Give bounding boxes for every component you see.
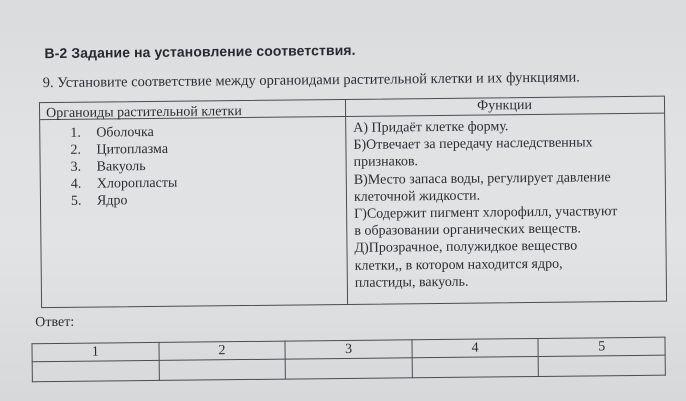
functions-list: [353, 117, 661, 292]
column-divider: [345, 100, 348, 304]
organelle-name: Вакуоль: [96, 159, 146, 175]
answer-value-cell[interactable]: [539, 355, 666, 376]
item-number: 4.: [70, 176, 82, 192]
answer-value-cell[interactable]: [32, 360, 159, 381]
answer-value-cell[interactable]: [159, 359, 286, 380]
organelle-name: Оболочка: [96, 124, 154, 141]
function-line: в образовании органических веществ.: [354, 221, 581, 240]
answer-value-cell[interactable]: [412, 356, 539, 377]
list-item: [71, 192, 178, 210]
list-item: [71, 175, 178, 193]
function-line: Б)Отвечает за передачу наследственных: [353, 135, 593, 154]
answer-value-cell[interactable]: [285, 358, 412, 379]
answer-label: Ответ:: [35, 314, 75, 331]
function-line: В)Место запаса воды, регулирует давление: [353, 169, 611, 188]
answer-number-cell: 1: [32, 342, 159, 361]
task-heading: В-2 Задание на установление соответствия.: [44, 41, 356, 62]
question-text: 9. Установите соответствие между органоидами растительной клетки и их функциями.: [42, 69, 580, 92]
item-number: 1.: [70, 125, 81, 141]
function-line: А) Придаёт клетке форму.: [353, 119, 509, 136]
list-item: [71, 158, 178, 176]
function-line: пластиды, вакуоль.: [354, 274, 469, 291]
organelle-name: Цитоплазма: [96, 141, 169, 158]
organelle-name: Хлоропласты: [96, 175, 178, 192]
function-line: Г)Содержит пигмент хлорофилл, участвуют: [354, 204, 618, 222]
list-item: [70, 124, 177, 142]
answer-number-cell: 5: [538, 337, 665, 356]
function-line: Д)Прозрачное, полужидкое вещество: [354, 238, 578, 257]
answer-number-cell: 3: [285, 340, 412, 359]
answer-table: [31, 337, 665, 383]
organelles-list: [70, 124, 177, 210]
organelles-column-header: Органоиды растительной клетки: [45, 104, 242, 122]
answer-number-cell: 2: [159, 341, 286, 360]
function-line: клеточной жидкости.: [353, 188, 481, 205]
answer-number-cell: 4: [412, 338, 539, 357]
item-number: 2.: [70, 142, 82, 158]
function-line: признаков.: [353, 154, 419, 171]
function-line: клетки,, в котором находится ядро,: [354, 256, 563, 274]
organelle-name: Ядро: [96, 193, 128, 209]
matching-table: [39, 96, 667, 309]
functions-column-header: Функции: [477, 98, 533, 114]
item-number: 5.: [70, 193, 82, 209]
item-number: 3.: [70, 159, 82, 175]
list-item: [70, 141, 177, 159]
